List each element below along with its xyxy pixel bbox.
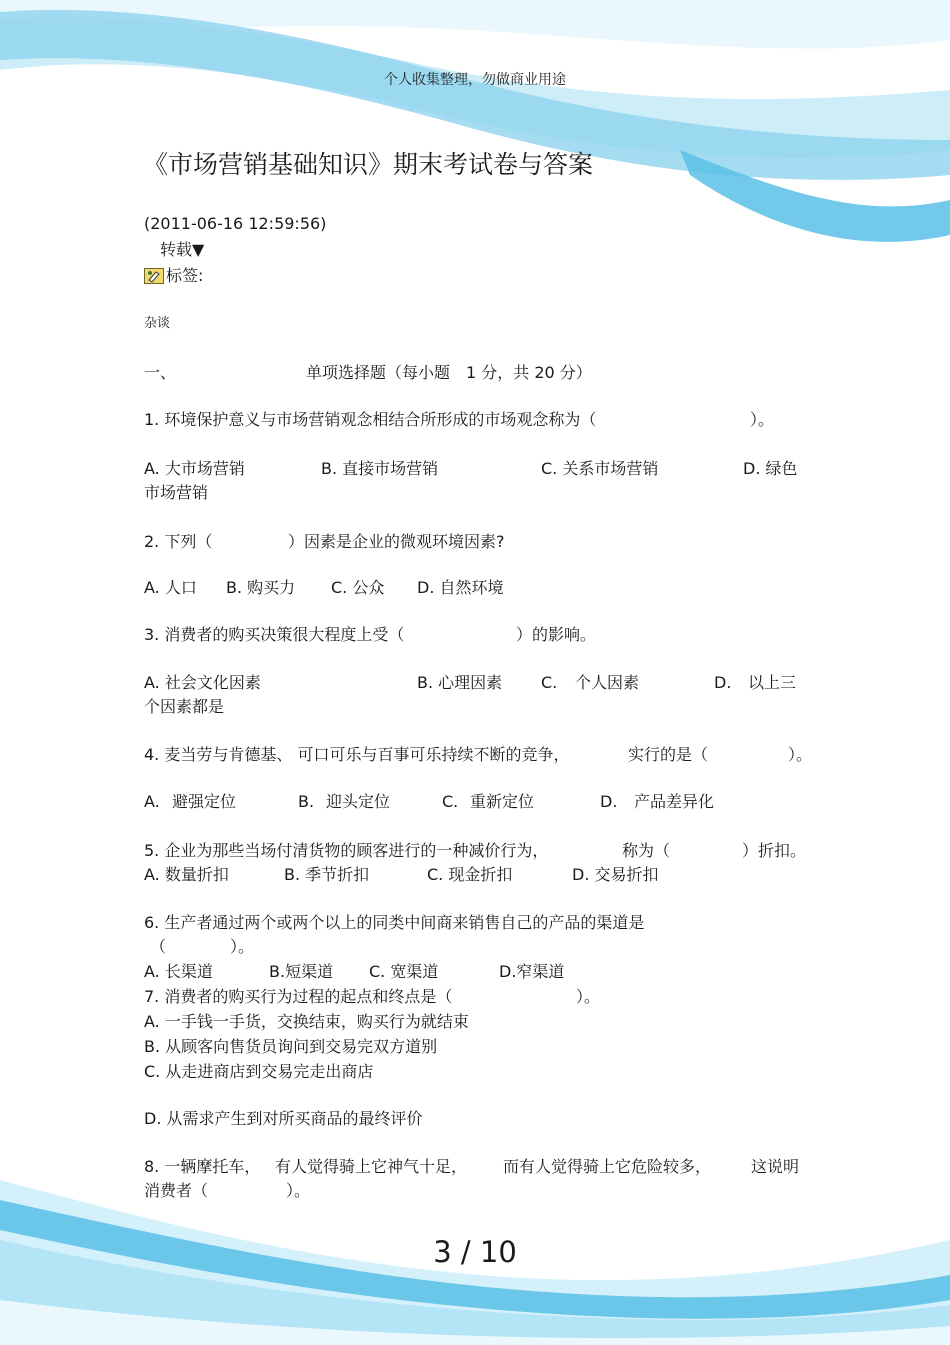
question-3-text: 3. 消费者的购买决策很大程度上受（ — [144, 625, 405, 644]
option-d: D. 绿色 — [743, 459, 798, 478]
section-title: 单项选择题（每小题 1 分，共 20 分） — [306, 363, 592, 382]
question-8-text-b: 有人觉得骑上它神气十足， — [275, 1157, 468, 1176]
option-b: B. 季节折扣 — [284, 865, 370, 884]
option-b: 迎头定位 — [326, 792, 391, 811]
question-1-text: 1. 环境保护意义与市场营销观念相结合所形成的市场观念称为（ — [144, 410, 597, 429]
option-c: C. 关系市场营销 — [541, 459, 659, 478]
question-7-option-b: B. 从顾客向售货员询问到交易完双方道别 — [144, 1037, 438, 1056]
question-5-text-mid: 称为（ — [622, 841, 671, 860]
question-4-options — [144, 792, 714, 812]
option-d: D. 自然环境 — [417, 578, 504, 597]
option-a: A. 长渠道 — [144, 962, 213, 981]
question-3-options — [144, 673, 796, 693]
question-7-stem — [144, 987, 600, 1007]
question-1-stem — [144, 410, 774, 430]
tag-edit-icon — [144, 268, 164, 284]
question-2-stem — [144, 532, 505, 552]
option-c: C. 公众 — [331, 578, 385, 597]
question-3-stem — [144, 625, 596, 645]
question-3-options-wrap: 个因素都是 — [144, 697, 225, 716]
header-note: 个人收集整理，勿做商业用途 — [384, 72, 566, 88]
question-7-text: 7. 消费者的购买行为过程的起点和终点是（ — [144, 987, 453, 1006]
question-6-open: （ — [150, 937, 167, 956]
option-a: A. 社会文化因素 — [144, 673, 261, 692]
question-5-end: ）折扣。 — [742, 841, 807, 860]
question-4-stem — [144, 745, 812, 765]
document-title: 《市场营销基础知识》期末考试卷与答案 — [143, 150, 594, 179]
question-8-text-d: 这说明 — [751, 1157, 800, 1176]
option-d: 产品差异化 — [634, 792, 715, 811]
question-4-end: ）。 — [788, 745, 813, 764]
option-b: B. 心理因素 — [417, 673, 503, 692]
question-1-end: ）。 — [750, 410, 775, 429]
question-8-text-wrap: 消费者（ — [144, 1181, 209, 1200]
tags-row — [144, 266, 203, 286]
option-a: A. 大市场营销 — [144, 459, 245, 478]
question-8-end: ）。 — [286, 1181, 311, 1200]
tag-link-misc[interactable]: 杂谈 — [144, 316, 171, 331]
option-d-letter: D. — [714, 673, 732, 692]
question-7-option-d: D. 从需求产生到对所买商品的最终评价 — [144, 1109, 423, 1128]
option-c: C. 现金折扣 — [427, 865, 513, 884]
question-6-end: ）。 — [230, 937, 255, 956]
question-5-options — [144, 865, 659, 885]
question-1-options-wrap: 市场营销 — [144, 483, 209, 502]
question-4-text-mid: 实行的是（ — [628, 745, 709, 764]
post-date: (2011-06-16 12:59:56) — [144, 214, 327, 233]
question-3-end: ）的影响。 — [516, 625, 597, 644]
question-5-text: 5. 企业为那些当场付清货物的顾客进行的一种减价行为， — [144, 841, 549, 860]
question-7-option-a: A. 一手钱一手货，交换结束，购买行为就结束 — [144, 1012, 469, 1031]
option-b: B. 直接市场营销 — [321, 459, 439, 478]
question-8-stem-wrap — [144, 1181, 310, 1201]
option-a: 避强定位 — [172, 792, 237, 811]
question-2-options — [144, 578, 504, 598]
question-6-stem-wrap — [150, 937, 254, 957]
option-c-letter: C. — [541, 673, 558, 692]
option-b: B.短渠道 — [269, 962, 334, 981]
question-7-option-c: C. 从走进商店到交易完走出商店 — [144, 1062, 374, 1081]
option-b: B. 购买力 — [226, 578, 296, 597]
option-d-letter: D. — [600, 792, 618, 811]
option-d: D. 交易折扣 — [572, 865, 659, 884]
question-5-stem — [144, 841, 806, 861]
question-2-text: 2. 下列（ — [144, 532, 213, 551]
option-a: A. 数量折扣 — [144, 865, 229, 884]
option-c: C. 宽渠道 — [369, 962, 439, 981]
option-c: 个人因素 — [575, 673, 640, 692]
option-c: 重新定位 — [470, 792, 535, 811]
option-a-letter: A. — [144, 792, 160, 811]
option-b-letter: B. — [298, 792, 315, 811]
question-8-stem — [144, 1157, 799, 1177]
question-6-options — [144, 962, 564, 982]
option-d: D.窄渠道 — [499, 962, 565, 981]
question-2-end: ）因素是企业的微观环境因素? — [288, 532, 505, 551]
section-heading — [144, 363, 592, 383]
repost-link[interactable]: 转载▼ — [160, 240, 205, 259]
option-d: 以上三 — [748, 673, 797, 692]
question-8-text-a: 8. 一辆摩托车， — [144, 1157, 261, 1176]
question-8-text-c: 而有人觉得骑上它危险较多， — [503, 1157, 712, 1176]
question-1-options — [144, 459, 798, 479]
tags-label: 标签: — [166, 266, 204, 285]
section-number: 一、 — [144, 363, 177, 382]
question-4-text: 4. 麦当劳与肯德基、 可口可乐与百事可乐持续不断的竞争， — [144, 745, 570, 764]
question-6-text: 6. 生产者通过两个或两个以上的同类中间商来销售自己的产品的渠道是 — [144, 913, 645, 932]
option-c-letter: C. — [442, 792, 459, 811]
page-number: 3 / 10 — [433, 1235, 517, 1269]
question-7-end: ）。 — [576, 987, 601, 1006]
option-a: A. 人口 — [144, 578, 197, 597]
